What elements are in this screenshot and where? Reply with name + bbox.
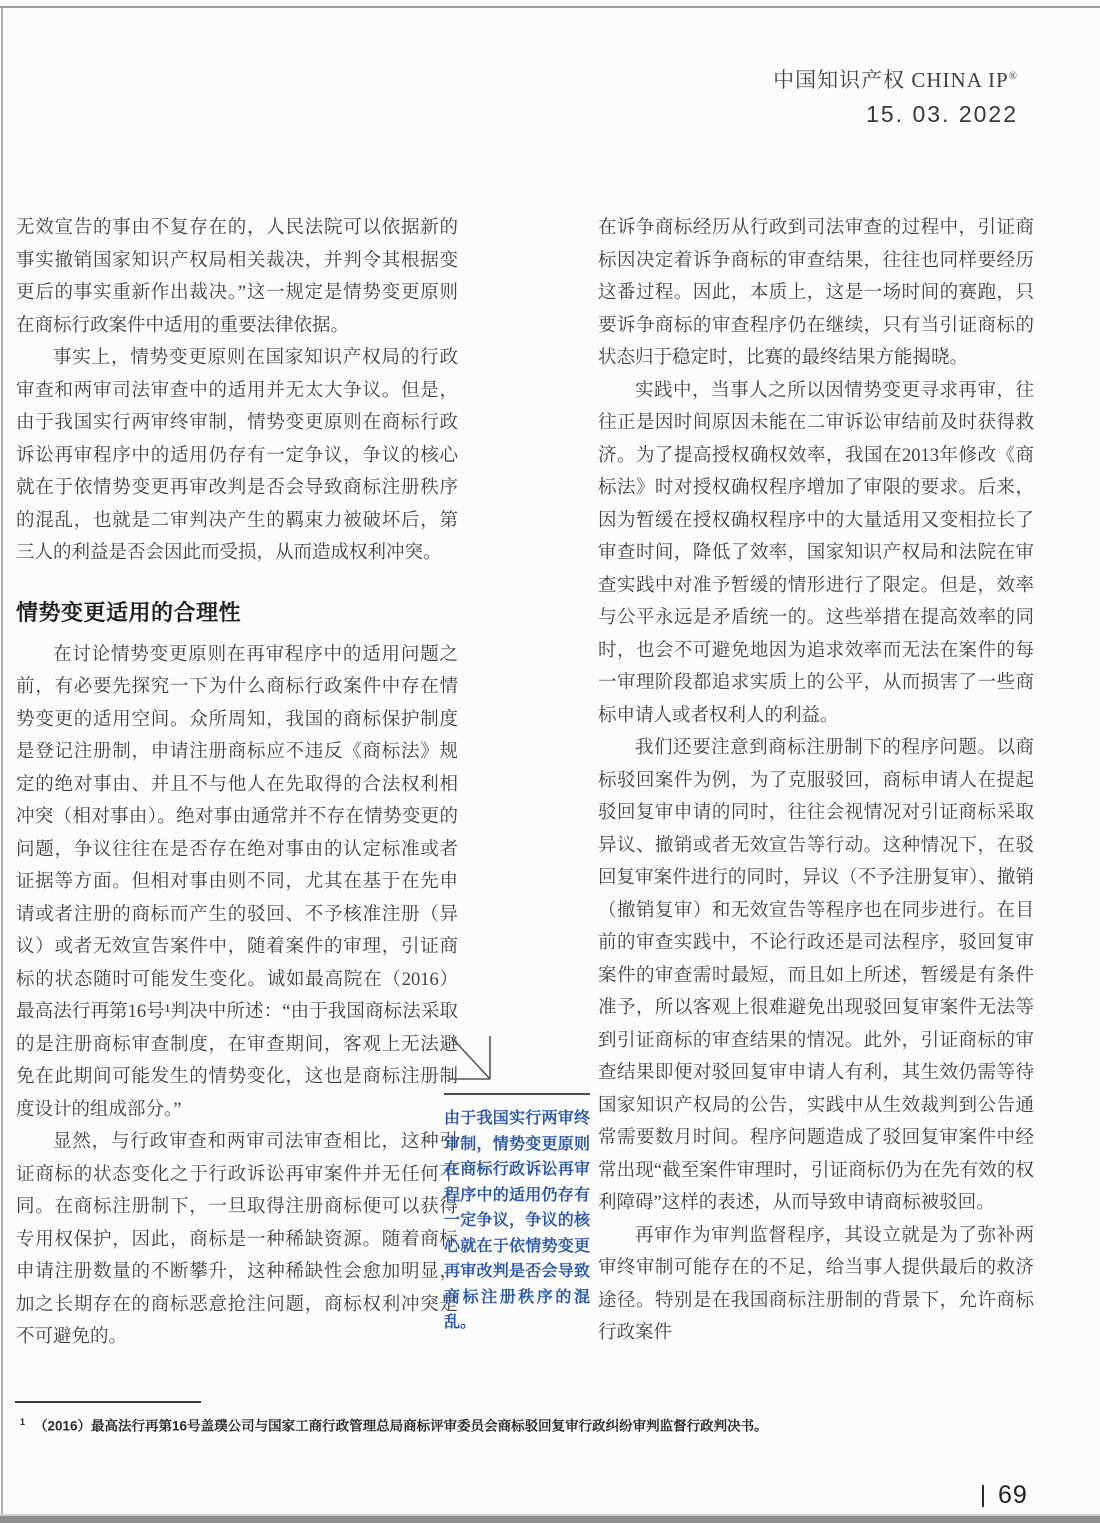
pull-quote bbox=[444, 1032, 590, 1336]
paragraph: 显然，与行政审查和两审司法审查相比，这种引证商标的状态变化之于行政诉讼再审案件并无任何不同。在商标注册制下，一旦取得注册商标便可以获得专用权保护，因此，商标是一种稀缺资源。随着商标申请注册数量的不断攀升，这种稀缺性会愈加明显，加之长期存在的商标恶意抢注问题，商标权利冲突是不可避免的。 bbox=[16, 1132, 458, 1347]
footnote-marker: 1 bbox=[20, 1417, 26, 1427]
scan-edge-bottom bbox=[0, 1516, 1100, 1523]
right-column bbox=[598, 212, 1034, 1350]
magazine-title-text: 中国知识产权 CHINA IP bbox=[773, 68, 1009, 92]
paragraph: 在讨论情势变更原则在再审程序中的适用问题之前，有必要先探究一下为什么商标行政案件中存在情势变更的适用空间。众所周知，我国的商标保护制度是登记注册制，申请注册商标应不违反《商标法》规定的绝对事由、并且不与他人在先取得的合法权利相冲突（相对事由）。绝对事由通常并不存在情势变更的问题，争议往往在是否存在绝对事由的认定标准或者证据等方面。但相对事由则不同，尤其在基于在先申请或者注册的商标而产生的驳回、不予核准注册（异议）或者无效宣告案件中，随着案件的审理，引证商标的状态随时可能发生变化。诚如最高院在（2016）最高法行再第16号¹判决中所述：“由于我国商标法采取的是注册商标审查制度，在审查期间，客观上无法避免在此期间可能发生的情势变化，这也是商标注册制度设计的组成部分。” bbox=[16, 644, 458, 1120]
corner-arrow-icon bbox=[448, 1032, 498, 1086]
page-number-value: 69 bbox=[998, 1481, 1028, 1509]
left-column bbox=[16, 212, 458, 1354]
pull-quote-divider bbox=[444, 1093, 590, 1095]
paragraph: 我们还要注意到商标注册制下的程序问题。以商标驳回案件为例，为了克服驳回，商标申请人在提起驳回复审申请的同时，往往会视情况对引证商标采取异议、撤销或者无效宣告等行动。这种情况下，在驳回复审案件进行的同时，异议（不予注册复审）、撤销（撤销复审）和无效宣告等程序也在同步进行。在目前的审查实践中，不论行政还是司法程序，驳回复审案件的审查需时最短，而且如上所述，暂缓是有条件准予，所以客观上很难避免出现驳回复审案件无法等到引证商标的审查结果的情况。此外，引证商标的审查结果即便对驳回复审申请人有利，其生效仍需等待国家知识产权局的公告，实践中从生效裁判到公告通常需要数月时间。程序问题造成了驳回复审案件中经常出现“截至案件审理时，引证商标仍为在先有效的权利障碍”这样的表述，从而导致申请商标被驳回。 bbox=[598, 738, 1034, 1213]
footnote-text: （2016）最高法行再第16号盖璞公司与国家工商行政管理总局商标评审委员会商标驳回复审行政纠纷审判监督行政判决书。 bbox=[34, 1418, 768, 1434]
paragraph: 事实上，情势变更原则在国家知识产权局的行政审查和两审司法审查中的适用并无太大争议。但是，由于我国实行两审终审制，情势变更原则在商标行政诉讼再审程序中的适用仍存有一定争议，争议的核心就在于依情势变更再审改判是否会导致商标注册秩序的混乱，也就是二审判决产生的羁束力被破坏后，第三人的利益是否会因此而受损，从而造成权利冲突。 bbox=[16, 348, 458, 563]
footnote bbox=[20, 1412, 960, 1437]
scan-edge-top bbox=[0, 6, 1100, 8]
paragraph: 在诉争商标经历从行政到司法审查的过程中，引证商标因决定着诉争商标的审查结果，往往也同样要经历这番过程。因此，本质上，这是一场时间的赛跑，只要诉争商标的审查程序仍在继续，只有当引证商标的状态归于稳定时，比赛的最终结果方能揭晓。 bbox=[598, 218, 1034, 368]
registered-trademark-mark: ® bbox=[1008, 70, 1018, 82]
section-heading: 情势变更适用的合理性 bbox=[16, 599, 242, 625]
page-number bbox=[982, 1481, 1028, 1510]
magazine-title bbox=[773, 64, 1018, 94]
page-number-bar bbox=[982, 1485, 984, 1507]
scan-edge-left bbox=[1, 6, 3, 1517]
paragraph: 再审作为审判监督程序，其设立就是为了弥补两审终审制可能存在的不足，给当事人提供最后的救济途径。特别是在我国商标注册制的背景下，允许商标行政案件 bbox=[598, 1225, 1034, 1343]
footnote-divider bbox=[15, 1401, 201, 1403]
issue-date: 15. 03. 2022 bbox=[866, 101, 1018, 127]
pull-quote-text: 由于我国实行两审终审制，情势变更原则在商标行政诉讼再审程序中的适用仍存有一定争议，争议的核心就在于依情势变更再审改判是否会导致商标注册秩序的混乱。 bbox=[444, 1110, 590, 1331]
paragraph: 无效宣告的事由不复存在的，人民法院可以依据新的事实撤销国家知识产权局相关裁决，并判令其根据变更后的事实重新作出裁决。”这一规定是情势变更原则在商标行政案件中适用的重要法律依据。 bbox=[16, 218, 458, 336]
paragraph: 实践中，当事人之所以因情势变更寻求再审，往往正是因时间原因未能在二审诉讼审结前及时获得救济。为了提高授权确权效率，我国在2013年修改《商标法》时对授权确权程序增加了审限的要求。后来，因为暂缓在授权确权程序中的大量适用又变相拉长了审查时间，降低了效率，国家知识产权局和法院在审查实践中对准予暂缓的情形进行了限定。但是，效率与公平永远是矛盾统一的。这些举措在提高效率的同时，也会不可避免地因为追求效率而无法在案件的每一审理阶段都追求实质上的公平，从而损害了一些商标申请人或者权利人的利益。 bbox=[598, 380, 1034, 726]
page-header bbox=[773, 64, 1018, 128]
